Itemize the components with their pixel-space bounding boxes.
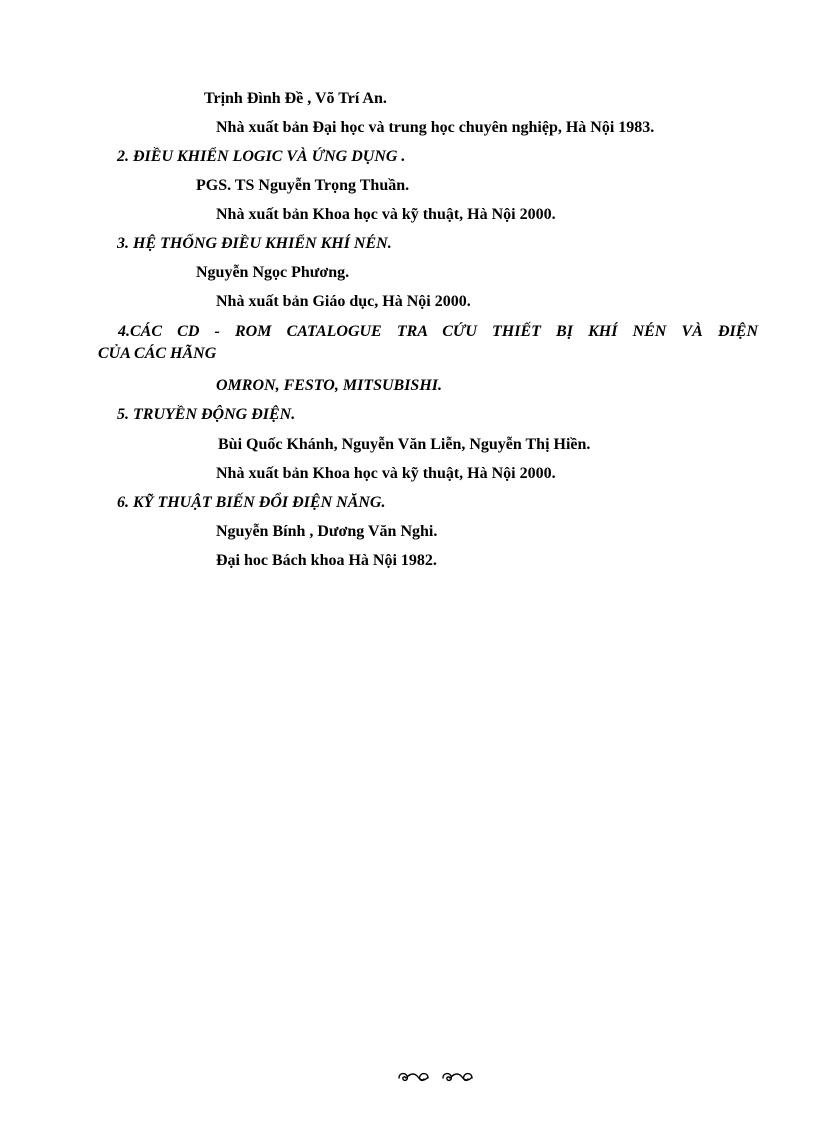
authors-6: Nguyễn Bính , Dương Văn Nghi. — [216, 523, 438, 540]
vendor-list: OMRON, FESTO, MITSUBISHI. — [216, 377, 442, 394]
reference-heading-4-line-1: 4.CÁC CD - ROM CATALOGUE TRA CỨU THIẾT BỊ KHÍ NÉN VÀ ĐIỆN — [118, 323, 758, 340]
authors-3: Nguyễn Ngọc Phương. — [196, 264, 350, 281]
reference-heading-4 — [98, 321, 758, 365]
reference-heading-2: 2. ĐIỀU KHIỂN LOGIC VÀ ỨNG DỤNG . — [117, 148, 406, 165]
publisher-3: Nhà xuất bản Giáo dục, Hà Nội 2000. — [216, 293, 471, 310]
scroll-ornament-icon — [396, 1068, 476, 1086]
authors-1: Trịnh Đình Đề , Võ Trí An. — [204, 90, 387, 107]
reference-heading-3: 3. HỆ THỐNG ĐIỀU KHIỂN KHÍ NÉN. — [117, 235, 392, 252]
publisher-1: Nhà xuất bản Đại học và trung học chuyên nghiệp, Hà Nội 1983. — [216, 119, 655, 136]
authors-5: Bùi Quốc Khánh, Nguyễn Văn Liễn, Nguyễn Thị Hiền. — [218, 436, 591, 453]
authors-2: PGS. TS Nguyễn Trọng Thuần. — [196, 177, 410, 194]
publisher-6: Đại hoc Bách khoa Hà Nội 1982. — [216, 552, 437, 569]
reference-heading-4-line-2: CỦA CÁC HÃNG — [98, 345, 217, 362]
publisher-2: Nhà xuất bản Khoa học và kỹ thuật, Hà Nội 2000. — [216, 206, 556, 223]
reference-heading-5: 5. TRUYỀN ĐỘNG ĐIỆN. — [117, 406, 296, 423]
reference-heading-6: 6. KỸ THUẬT BIẾN ĐỔI ĐIỆN NĂNG. — [117, 494, 386, 511]
publisher-5: Nhà xuất bản Khoa học và kỹ thuật, Hà Nội 2000. — [216, 465, 556, 482]
